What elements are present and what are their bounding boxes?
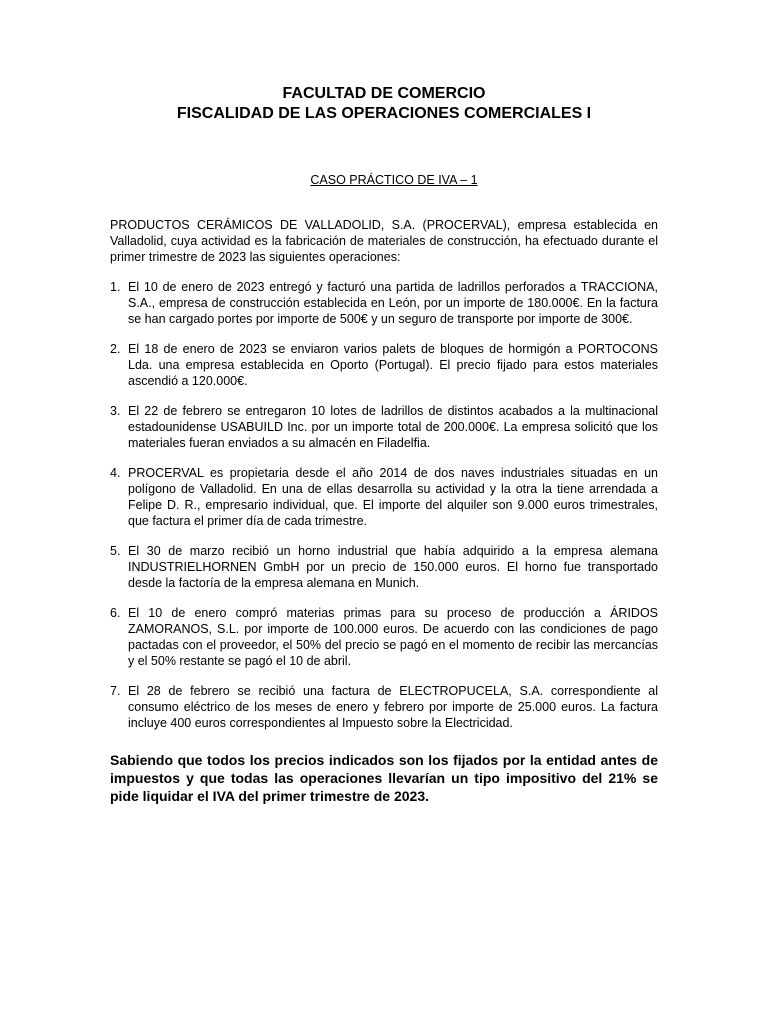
operation-number: 1. (110, 280, 121, 294)
operation-text: El 10 de enero de 2023 entregó y facturó una partida de ladrillos perforados a TRACCIONA, S.A., empresa de construcción establecida en León, por un importe de 180.000€. En la factura se han cargado portes por importe de 500€ y un seguro de transporte por importe de 300€. (128, 280, 658, 326)
operation-number: 7. (110, 684, 121, 698)
operation-text: El 28 de febrero se recibió una factura de ELECTROPUCELA, S.A. correspondiente al consumo eléctrico de los meses de enero y febrero por importe de 25.000 euros. La factura incluye 400 euros correspondientes al Impuesto sobre la Electricidad. (128, 684, 658, 730)
operation-text: El 22 de febrero se entregaron 10 lotes de ladrillos de distintos acabados a la multinacional estadounidense USABUILD Inc. por un importe total de 200.000€. La empresa solicitó que los materiales fueran enviados a su almacén en Filadelfia. (128, 404, 658, 450)
intro-paragraph: PRODUCTOS CERÁMICOS DE VALLADOLID, S.A. (PROCERVAL), empresa establecida en Valladolid, cuya actividad es la fabricación de materiales de construcción, ha efectuado durante el primer trimestre de 2023 las siguientes operaciones: (110, 218, 658, 264)
operation-item (110, 279, 658, 327)
operation-text: El 10 de enero compró materias primas para su proceso de producción a ÁRIDOS ZAMORANOS, S.L. por importe de 100.000 euros. De acuerdo con las condiciones de pago pactadas con el proveedor, el 50% del precio se pagó en el momento de recibir las mercancías y el 50% restante se pagó el 10 de abril. (128, 606, 658, 668)
course-title: FISCALIDAD DE LAS OPERACIONES COMERCIALES I (176, 105, 592, 122)
operation-text: El 18 de enero de 2023 se enviaron varios palets de bloques de hormigón a PORTOCONS Lda. una empresa establecida en Oporto (Portugal). El precio fijado para estos materiales ascendió a 120.000€. (128, 342, 658, 388)
operation-item (110, 605, 658, 669)
operation-item (110, 465, 658, 529)
operation-text: El 30 de marzo recibió un horno industrial que había adquirido a la empresa alemana INDUSTRIELHORNEN GmbH por un precio de 150.000 euros. El horno fue transportado desde la factoría de la empresa alemana en Munich. (128, 544, 658, 590)
operations-list (110, 279, 658, 731)
operation-text: PROCERVAL es propietaria desde el año 2014 de dos naves industriales situadas en un polígono de Valladolid. En una de ellas desarrolla su actividad y la otra la tiene arrendada a Felipe D. R., empresario individual, que. El importe del alquiler son 9.000 euros trimestrales, que factura el primer día de cada trimestre. (128, 466, 658, 528)
operation-item (110, 341, 658, 389)
case-subtitle: CASO PRÁCTICO DE IVA – 1 (310, 173, 478, 187)
document-page (110, 84, 658, 805)
operation-item (110, 403, 658, 451)
operation-number: 3. (110, 404, 121, 418)
operation-number: 5. (110, 544, 121, 558)
faculty-title: FACULTAD DE COMERCIO (282, 85, 486, 102)
operation-item (110, 543, 658, 591)
operation-number: 4. (110, 466, 121, 480)
operation-item (110, 683, 658, 731)
operation-number: 2. (110, 342, 121, 356)
question-paragraph: Sabiendo que todos los precios indicados son los fijados por la entidad antes de impuestos y que todas las operaciones llevarían un tipo impositivo del 21% se pide liquidar el IVA del primer trimestre de 2023. (110, 752, 658, 804)
operation-number: 6. (110, 606, 121, 620)
